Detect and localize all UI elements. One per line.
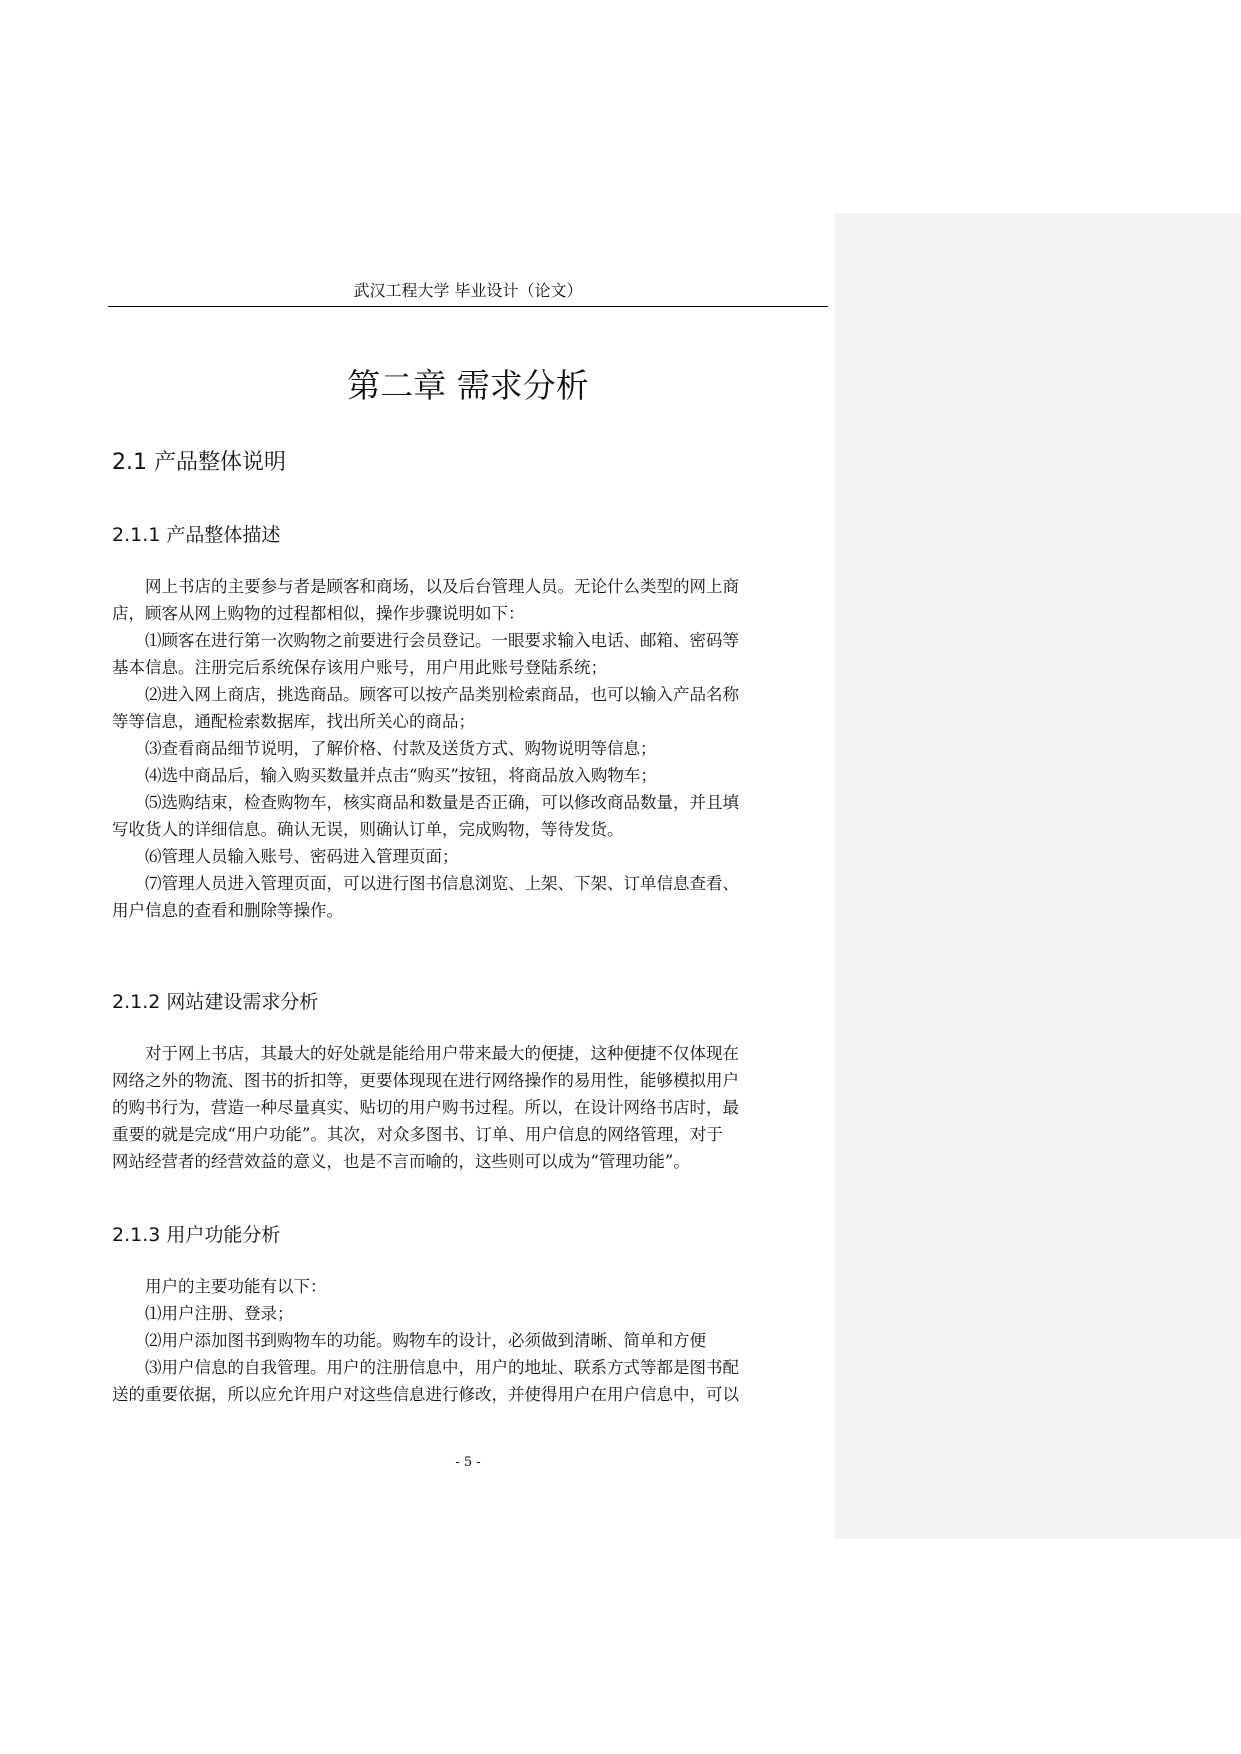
paragraph-line: ⑵用户添加图书到购物车的功能。购物车的设计，必须做到清晰、简单和方便	[145, 1331, 706, 1350]
paragraph-line: 写收货人的详细信息。确认无误，则确认订单，完成购物，等待发货。	[112, 820, 624, 839]
section-heading-2-1-2: 2.1.2 网站建设需求分析	[112, 991, 319, 1013]
paragraph-line: 网站经营者的经营效益的意义，也是不言而喻的，这些则可以成为“管理功能”。	[112, 1152, 690, 1171]
paragraph-line: 基本信息。注册完后系统保存该用户账号，用户用此账号登陆系统；	[112, 658, 607, 677]
paragraph-line: ⑷选中商品后，输入购买数量并点击“购买”按钮，将商品放入购物车；	[145, 766, 657, 785]
paragraph-line: ⑴顾客在进行第一次购物之前要进行会员登记。一眼要求输入电话、邮箱、密码等	[145, 631, 739, 650]
paragraph-line: 网上书店的主要参与者是顾客和商场，以及后台管理人员。无论什么类型的网上商	[145, 577, 739, 596]
paragraph-line: 网络之外的物流、图书的折扣等，更要体现现在进行网络操作的易用性，能够模拟用户	[112, 1071, 739, 1090]
section-2-1-3-body	[112, 1273, 824, 1408]
paragraph-line: 送的重要依据，所以应允许用户对这些信息进行修改，并使得用户在用户信息中，可以	[112, 1385, 739, 1404]
paragraph-line: ⑺管理人员进入管理页面，可以进行图书信息浏览、上架、下架、订单信息查看、	[145, 874, 739, 893]
chapter-title: 第二章 需求分析	[347, 366, 589, 405]
page-number: - 5 -	[455, 1455, 481, 1470]
paragraph-line: 对于网上书店，其最大的好处就是能给用户带来最大的便捷，这种便捷不仅体现在	[145, 1044, 739, 1063]
paragraph-line: 店，顾客从网上购物的过程都相似，操作步骤说明如下：	[112, 604, 525, 623]
paragraph-line: ⑴用户注册、登录；	[145, 1304, 294, 1323]
section-2-1-1-body	[112, 573, 824, 924]
paragraph-line: 用户信息的查看和删除等操作。	[112, 901, 343, 920]
paragraph-line: ⑸选购结束，检查购物车，核实商品和数量是否正确，可以修改商品数量，并且填	[145, 793, 739, 812]
section-2-1-2-body	[112, 1040, 824, 1175]
paragraph-line: 等等信息，通配检索数据库，找出所关心的商品；	[112, 712, 475, 731]
paragraph-line: 用户的主要功能有以下：	[145, 1277, 327, 1296]
section-heading-2-1-3: 2.1.3 用户功能分析	[112, 1224, 281, 1246]
paragraph-line: ⑶查看商品细节说明，了解价格、付款及送货方式、购物说明等信息；	[145, 739, 657, 758]
comment-pane	[835, 213, 1241, 1539]
paragraph-line: 的购书行为，营造一种尽量真实、贴切的用户购书过程。所以，在设计网络书店时，最	[112, 1098, 739, 1117]
paragraph-line: 重要的就是完成“用户功能”。其次，对众多图书、订单、用户信息的网络管理，对于	[112, 1125, 723, 1144]
section-heading-2-1: 2.1 产品整体说明	[112, 450, 286, 475]
section-heading-2-1-1: 2.1.1 产品整体描述	[112, 524, 281, 546]
paragraph-line: ⑶用户信息的自我管理。用户的注册信息中，用户的地址、联系方式等都是图书配	[145, 1358, 739, 1377]
paragraph-line: ⑹管理人员输入账号、密码进入管理页面；	[145, 847, 459, 866]
page-header: 武汉工程大学 毕业设计（论文）	[108, 278, 828, 307]
paragraph-line: ⑵进入网上商店，挑选商品。顾客可以按产品类别检索商品，也可以输入产品名称	[145, 685, 739, 704]
